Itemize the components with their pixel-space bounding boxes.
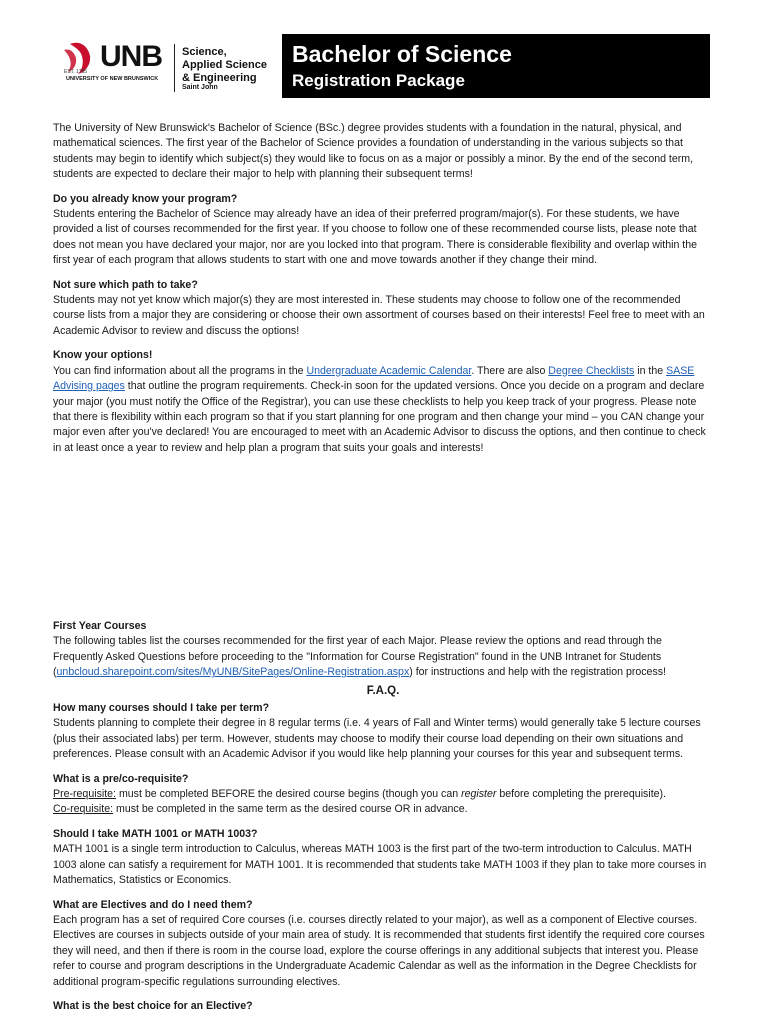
section-know-program [53, 192, 713, 269]
faq-question: What are Electives and do I need them? [53, 898, 253, 911]
text-run: . There are also [471, 364, 549, 377]
logo-established: EST. 1785 [64, 69, 88, 75]
faq-question: What is the best choice for an Elective? [53, 999, 253, 1012]
logo-campus: Saint John [182, 84, 218, 91]
section-not-sure [53, 278, 713, 340]
text-run: ) for instructions and help with the registration process! [409, 666, 666, 679]
faq-math [53, 827, 713, 889]
faq-courses-per-term [53, 701, 713, 763]
corequisite-label: Co-requisite: [53, 803, 114, 816]
section-heading: Know your options! [53, 349, 153, 362]
faq-electives [53, 898, 713, 990]
section-body: Students entering the Bachelor of Science may already have an idea of their preferred program/major(s). For these students, we have provided a list of courses recommended for the first year. If you choose to follow one of these recommended course lists, please note that does not mean you have declared your major, nor are you locked into that program. There is considerable flexibility and overlap within the first year of each program that allows students to start with one and move towards another if they change their mind. [53, 208, 698, 267]
lower-content [53, 619, 713, 1023]
unb-logo [62, 40, 277, 98]
faculty-line: & Engineering [182, 72, 257, 84]
text-run: before completing the prerequisite). [496, 788, 666, 801]
text-run: The following tables list the courses recommended for the first year of each Major. Please review the options and read through the Frequently Asked Questions before proceeding to the "Information for Course Registration" found in the UNB Intranet for Students ( [53, 635, 662, 679]
logo-faculty [182, 46, 267, 85]
sase-advising-link[interactable]: SASE Advising pages [53, 364, 695, 393]
section-heading: Not sure which path to take? [53, 278, 198, 291]
intro-paragraph: The University of New Brunswick's Bachelor of Science (BSc.) degree provides students with a foundation in the natural, physical, and mathematical sciences. The first year of the Bachelor of Science provides a foundation of understanding in the various subjects so that students may begin to identify which subject(s) they would like to focus on as a major or possibly a minor. By the end of the second term, students are expected to declare their major to help with planning their subsequent terms! [53, 122, 694, 181]
text-run: must be completed BEFORE the desired course begins (though you can [116, 788, 462, 801]
section-body: Students may not yet know which major(s) they are most interested in. These students may choose to follow one of the recommended course lists from a major they are considering or choose their own assortment of courses based on their interests! Feel free to meet with an Academic Advisor to review and discuss the options! [53, 294, 705, 337]
main-content [53, 121, 713, 465]
faculty-line: Science, [182, 46, 227, 58]
text-run: that outline the program requirements. Check-in soon for the updated versions. Once you decide on a program and declare your major (you must notify the Office of the Registrar), you can use these checklists to help you keep track of your progress. Please note that there is flexibility within each program so that if you start planning for one program and then change your mind – you CAN change your major even after you've declared! You are encouraged to meet with an Academic Advisor to discuss the options, and then continue to check in at least once a year to review and help plan a program that suits your goals and interests! [53, 380, 706, 454]
page-subtitle: Registration Package [292, 71, 465, 90]
section-first-year [53, 619, 713, 681]
faq-prerequisite [53, 772, 713, 818]
text-run: in the [634, 364, 667, 377]
page-title: Bachelor of Science [292, 41, 512, 67]
faculty-line: Applied Science [182, 59, 267, 71]
prerequisite-label: Pre-requisite: [53, 788, 116, 801]
text-run: You can find information about all the programs in the [53, 364, 307, 377]
faq-best-elective [53, 999, 713, 1014]
academic-calendar-link[interactable]: Undergraduate Academic Calendar [306, 364, 472, 377]
logo-university-name: UNIVERSITY OF NEW BRUNSWICK [66, 76, 159, 82]
faq-question: Should I take MATH 1001 or MATH 1003? [53, 827, 258, 840]
section-know-options [53, 348, 713, 456]
section-heading: First Year Courses [53, 620, 147, 632]
text-emphasis: register [461, 788, 497, 801]
faq-title: F.A.Q. [366, 684, 400, 697]
section-heading: Do you already know your program? [53, 192, 238, 205]
faq-question: How many courses should I take per term? [53, 702, 270, 715]
title-banner [282, 34, 710, 98]
online-registration-link[interactable]: unbcloud.sharepoint.com/sites/MyUNB/SitePages/Online-Registration.aspx [56, 666, 410, 679]
faq-answer: Each program has a set of required Core courses (i.e. courses directly related to your major), as well as a component of Elective courses. Electives are courses in subjects outside of your main area of study. It is recommended that students first identify the required core courses they will need, and then if there is room in the course load, explore the course offerings in any additional subjects that interest you. Please refer to course and program descriptions in the Undergraduate Academic Calendar as well as the information in the Degree Checklists for additional program-specific regulations surrounding electives. [53, 913, 705, 988]
degree-checklists-link[interactable]: Degree Checklists [548, 364, 635, 377]
faq-question: What is a pre/co-requisite? [53, 772, 189, 785]
faq-answer: Students planning to complete their degree in 8 regular terms (i.e. 4 years of Fall and Winter terms) would generally take 5 lecture courses (plus their associated labs) per term. However, students may choose to modify their course load depending on their own situations and preferences. Please consult with an Academic Advisor if you would like help planning your courses for this year and subsequent terms. [53, 717, 701, 761]
text-run: must be completed in the same term as the desired course OR in advance. [113, 803, 468, 816]
logo-divider [174, 44, 175, 92]
logo-wordmark: UNB [100, 40, 162, 73]
faq-answer: MATH 1001 is a single term introduction to Calculus, whereas MATH 1003 is the first part of the two-term introduction to Calculus. MATH 1003 alone can satisfy a requirement for MATH 1001. It is recommended that students take MATH 1003 if they plan to take more courses in Mathematics, Statistics or Economics. [53, 843, 707, 887]
